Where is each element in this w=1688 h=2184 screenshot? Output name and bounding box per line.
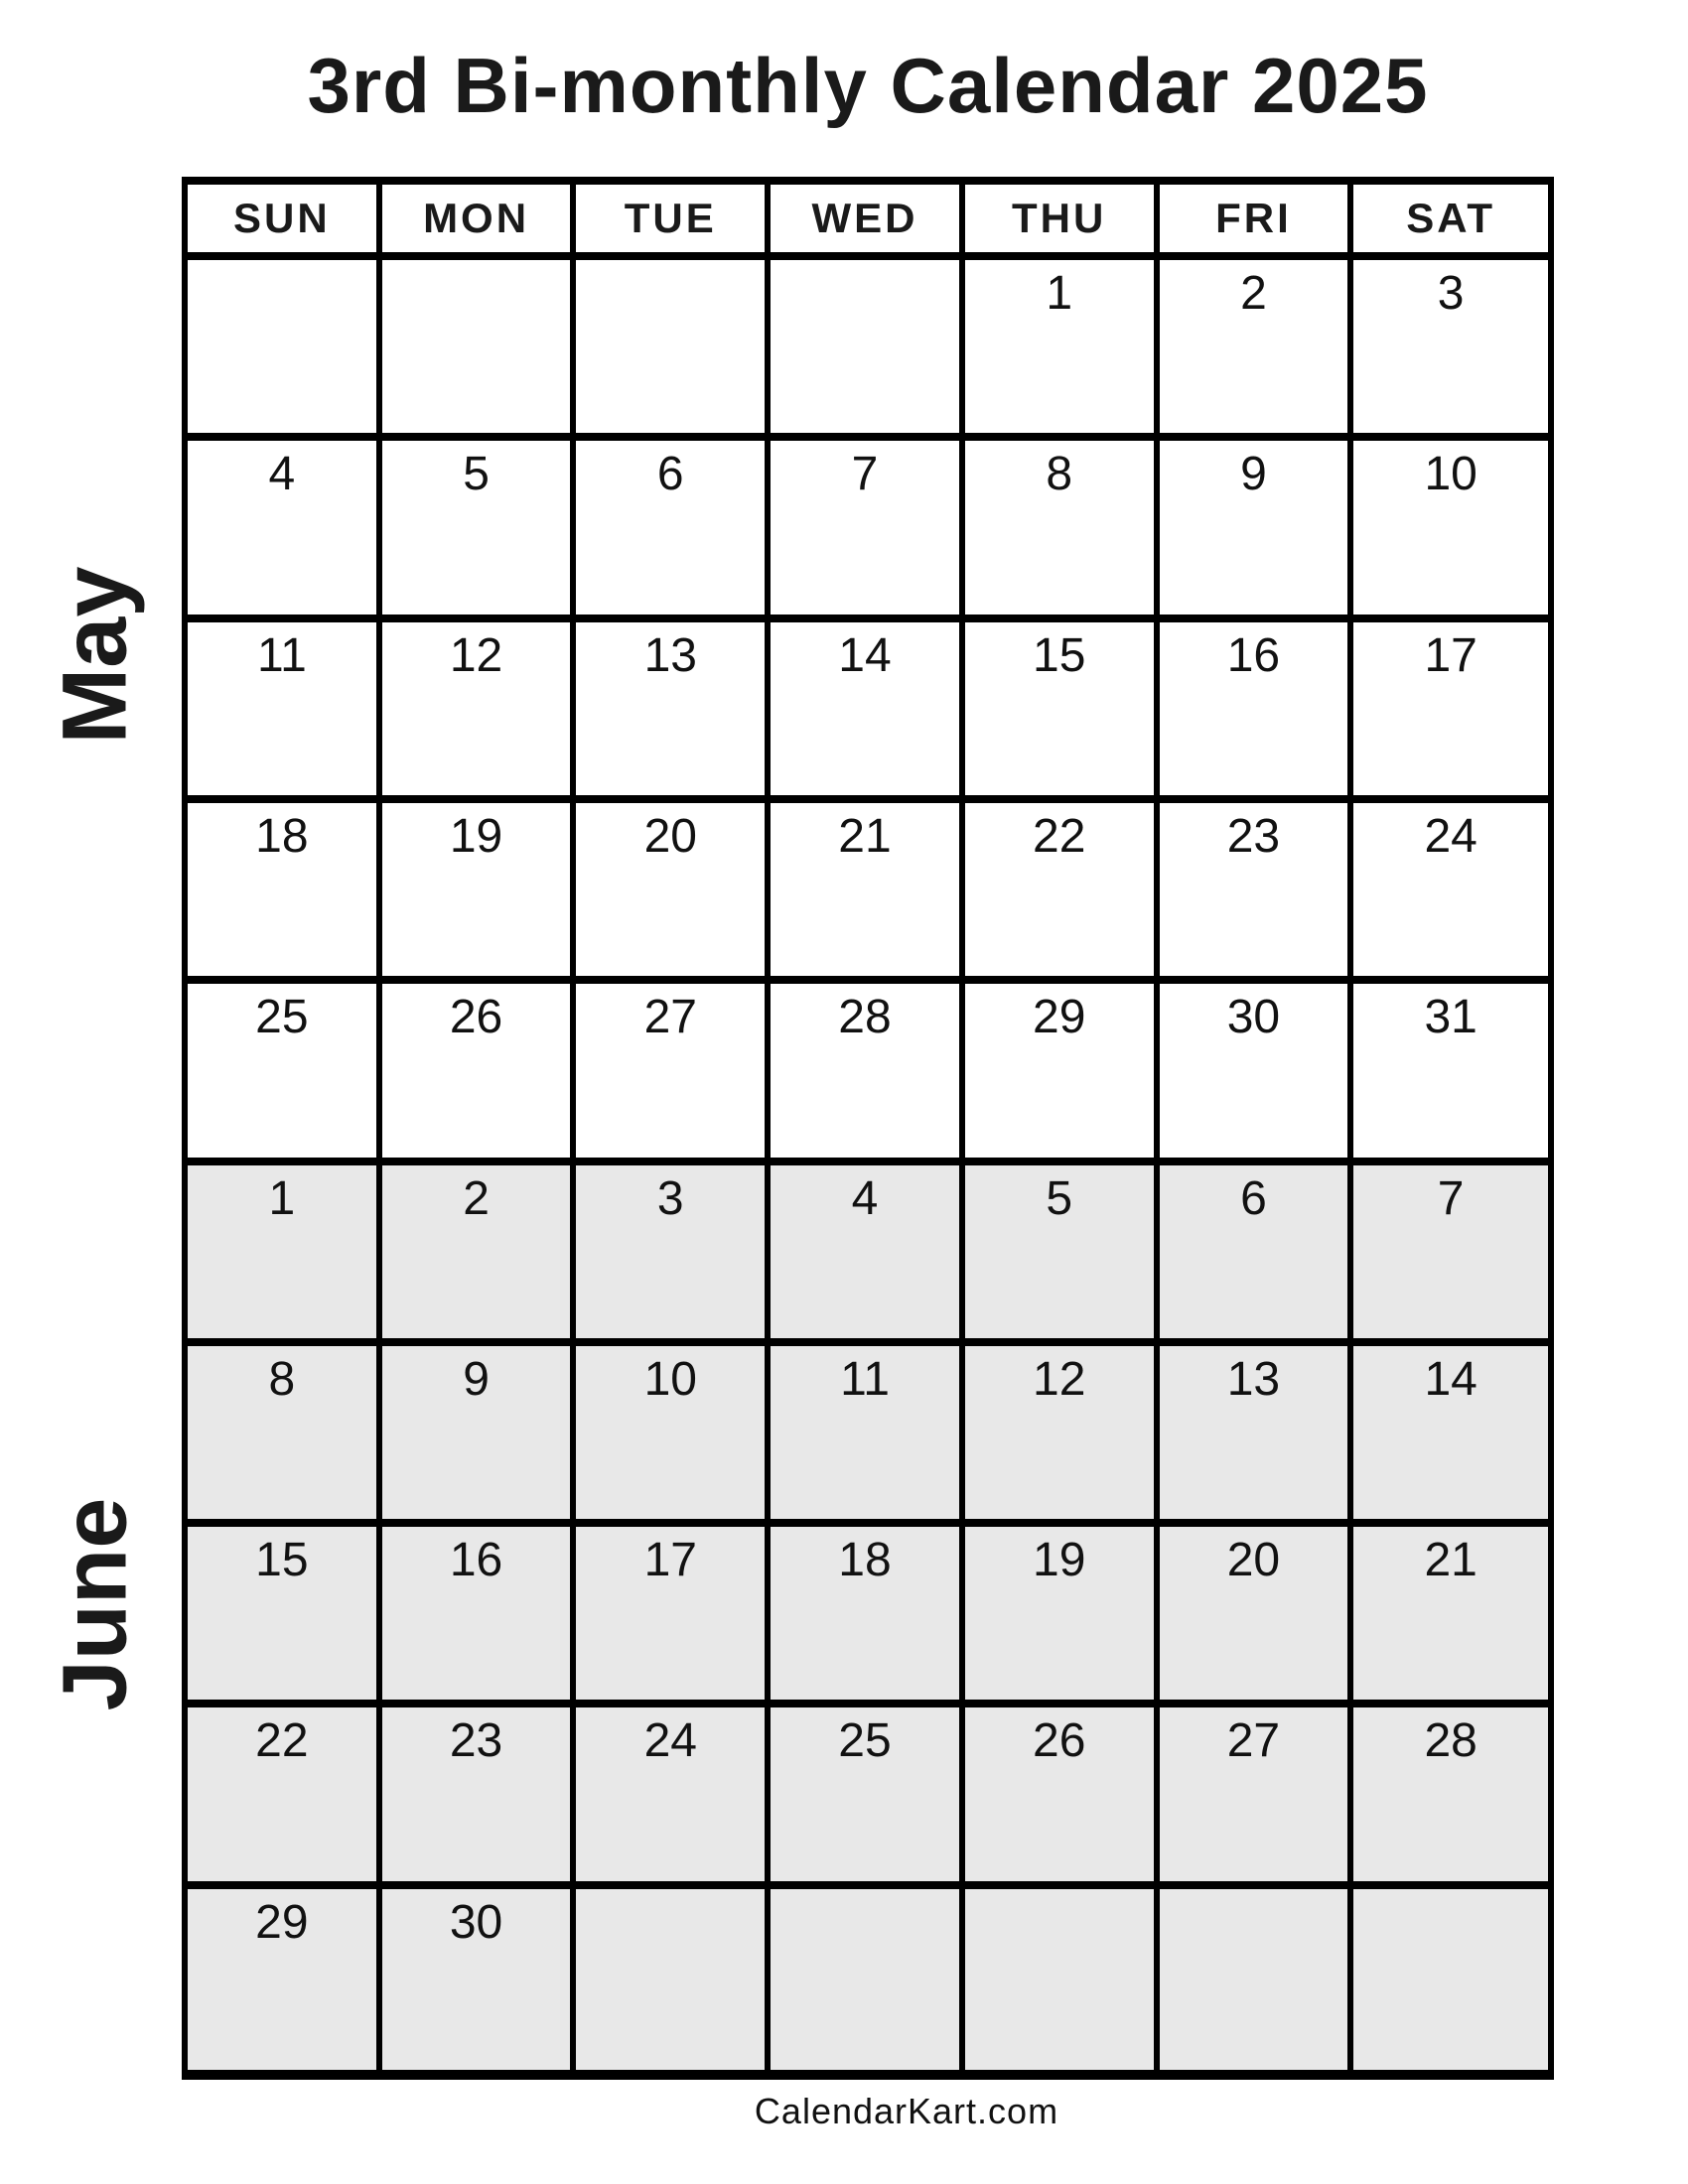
date-number: 1 (268, 1171, 296, 1225)
date-number: 9 (1240, 448, 1267, 501)
date-number: 5 (1046, 1171, 1073, 1225)
date-number: 12 (449, 628, 503, 682)
date-number: 17 (643, 1534, 697, 1587)
date-cell-may-1 (965, 260, 1160, 441)
date-number: 22 (1033, 809, 1086, 863)
date-cell-june-23 (382, 1707, 577, 1888)
date-cell-may-12 (382, 622, 577, 803)
date-cell-june-13 (1160, 1346, 1354, 1527)
date-cell-may-16 (1160, 622, 1354, 803)
date-cell-june-4 (771, 1165, 965, 1346)
date-number: 19 (1033, 1534, 1086, 1587)
date-cell-may-5 (382, 441, 577, 621)
date-number: 29 (1033, 991, 1086, 1044)
empty-cell-may (382, 260, 577, 441)
date-cell-june-9 (382, 1346, 577, 1527)
date-cell-june-30 (382, 1889, 577, 2070)
date-number: 31 (1424, 991, 1477, 1044)
date-cell-june-21 (1353, 1527, 1548, 1707)
date-cell-june-14 (1353, 1346, 1548, 1527)
date-number: 1 (1046, 267, 1073, 320)
date-cell-may-7 (771, 441, 965, 621)
date-number: 8 (268, 1352, 296, 1406)
date-cell-may-24 (1353, 803, 1548, 984)
empty-cell-may (576, 260, 771, 441)
date-cell-may-11 (188, 622, 382, 803)
date-cell-may-29 (965, 984, 1160, 1164)
date-number: 8 (1046, 448, 1073, 501)
date-cell-june-5 (965, 1165, 1160, 1346)
date-number: 25 (838, 1714, 892, 1768)
date-number: 19 (449, 809, 503, 863)
page-title: 3rd Bi-monthly Calendar 2025 (307, 42, 1429, 129)
date-cell-june-17 (576, 1527, 771, 1707)
date-number: 11 (256, 628, 307, 682)
date-number: 16 (1226, 628, 1281, 682)
date-cell-may-31 (1353, 984, 1548, 1164)
date-number: 27 (643, 991, 697, 1044)
date-cell-june-10 (576, 1346, 771, 1527)
date-cell-may-8 (965, 441, 1160, 621)
date-number: 4 (851, 1171, 879, 1225)
date-cell-may-6 (576, 441, 771, 621)
date-cell-june-8 (188, 1346, 382, 1527)
date-number: 14 (838, 628, 892, 682)
date-cell-may-28 (771, 984, 965, 1164)
date-number: 2 (1240, 267, 1267, 320)
date-cell-june-2 (382, 1165, 577, 1346)
date-cell-june-1 (188, 1165, 382, 1346)
date-cell-june-20 (1160, 1527, 1354, 1707)
empty-cell-may (771, 260, 965, 441)
day-header-fri: FRI (1160, 185, 1354, 260)
date-cell-june-12 (965, 1346, 1160, 1527)
day-header-wed: WED (771, 185, 965, 260)
date-cell-june-27 (1160, 1707, 1354, 1888)
date-number: 7 (851, 448, 879, 501)
date-cell-june-11 (771, 1346, 965, 1527)
month-label-june: June (44, 1497, 146, 1711)
date-number: 10 (1424, 448, 1477, 501)
date-cell-may-15 (965, 622, 1160, 803)
date-number: 23 (449, 1714, 503, 1768)
date-cell-june-24 (576, 1707, 771, 1888)
date-number: 12 (1033, 1352, 1086, 1406)
date-number: 21 (1424, 1534, 1477, 1587)
date-cell-may-21 (771, 803, 965, 984)
date-cell-may-14 (771, 622, 965, 803)
date-number: 28 (838, 991, 892, 1044)
date-cell-may-4 (188, 441, 382, 621)
date-number: 10 (643, 1352, 697, 1406)
footer-credit: CalendarKart.com (754, 2091, 1059, 2131)
empty-cell-june (1353, 1889, 1548, 2070)
date-cell-may-2 (1160, 260, 1354, 441)
date-cell-may-20 (576, 803, 771, 984)
date-cell-may-17 (1353, 622, 1548, 803)
date-number: 4 (268, 448, 296, 501)
date-cell-may-19 (382, 803, 577, 984)
date-number: 20 (643, 809, 697, 863)
date-number: 15 (1033, 628, 1086, 682)
day-header-sat: SAT (1353, 185, 1548, 260)
day-header-mon: MON (382, 185, 577, 260)
date-number: 2 (463, 1171, 490, 1225)
date-number: 15 (255, 1534, 309, 1587)
date-number: 18 (255, 809, 309, 863)
date-cell-june-3 (576, 1165, 771, 1346)
date-number: 11 (840, 1352, 890, 1406)
date-cell-june-25 (771, 1707, 965, 1888)
date-cell-june-18 (771, 1527, 965, 1707)
day-header-tue: TUE (576, 185, 771, 260)
month-label-may: May (44, 566, 146, 745)
date-number: 5 (463, 448, 490, 501)
date-number: 21 (838, 809, 892, 863)
date-number: 28 (1424, 1714, 1477, 1768)
empty-cell-june (1160, 1889, 1354, 2070)
date-number: 18 (838, 1534, 892, 1587)
date-number: 26 (449, 991, 503, 1044)
date-number: 6 (1240, 1171, 1267, 1225)
date-cell-may-25 (188, 984, 382, 1164)
date-cell-june-22 (188, 1707, 382, 1888)
calendar-grid (182, 177, 1554, 2080)
date-number: 24 (1424, 809, 1477, 863)
date-cell-june-28 (1353, 1707, 1548, 1888)
date-cell-june-7 (1353, 1165, 1548, 1346)
date-number: 24 (643, 1714, 697, 1768)
date-number: 26 (1033, 1714, 1086, 1768)
date-number: 29 (255, 1895, 309, 1949)
date-number: 13 (643, 628, 697, 682)
date-number: 3 (656, 1171, 684, 1225)
day-header-thu: THU (965, 185, 1160, 260)
date-cell-june-19 (965, 1527, 1160, 1707)
date-number: 14 (1424, 1352, 1477, 1406)
date-number: 17 (1424, 628, 1477, 682)
date-cell-june-6 (1160, 1165, 1354, 1346)
date-cell-may-13 (576, 622, 771, 803)
empty-cell-may (188, 260, 382, 441)
date-cell-may-10 (1353, 441, 1548, 621)
date-number: 30 (1226, 991, 1281, 1044)
date-cell-may-18 (188, 803, 382, 984)
date-number: 27 (1226, 1714, 1281, 1768)
date-number: 3 (1437, 267, 1465, 320)
date-cell-june-29 (188, 1889, 382, 2070)
date-number: 9 (463, 1352, 490, 1406)
date-number: 6 (656, 448, 684, 501)
date-cell-june-26 (965, 1707, 1160, 1888)
date-cell-may-27 (576, 984, 771, 1164)
date-number: 23 (1226, 809, 1281, 863)
date-number: 20 (1226, 1534, 1281, 1587)
empty-cell-june (965, 1889, 1160, 2070)
day-header-sun: SUN (188, 185, 382, 260)
date-cell-may-26 (382, 984, 577, 1164)
date-cell-may-22 (965, 803, 1160, 984)
date-number: 25 (255, 991, 309, 1044)
date-cell-may-3 (1353, 260, 1548, 441)
date-cell-june-16 (382, 1527, 577, 1707)
empty-cell-june (576, 1889, 771, 2070)
date-number: 30 (449, 1895, 503, 1949)
date-cell-may-30 (1160, 984, 1354, 1164)
date-cell-may-9 (1160, 441, 1354, 621)
date-number: 16 (449, 1534, 503, 1587)
date-cell-june-15 (188, 1527, 382, 1707)
date-number: 22 (255, 1714, 309, 1768)
date-number: 7 (1437, 1171, 1465, 1225)
date-number: 13 (1226, 1352, 1281, 1406)
date-cell-may-23 (1160, 803, 1354, 984)
empty-cell-june (771, 1889, 965, 2070)
